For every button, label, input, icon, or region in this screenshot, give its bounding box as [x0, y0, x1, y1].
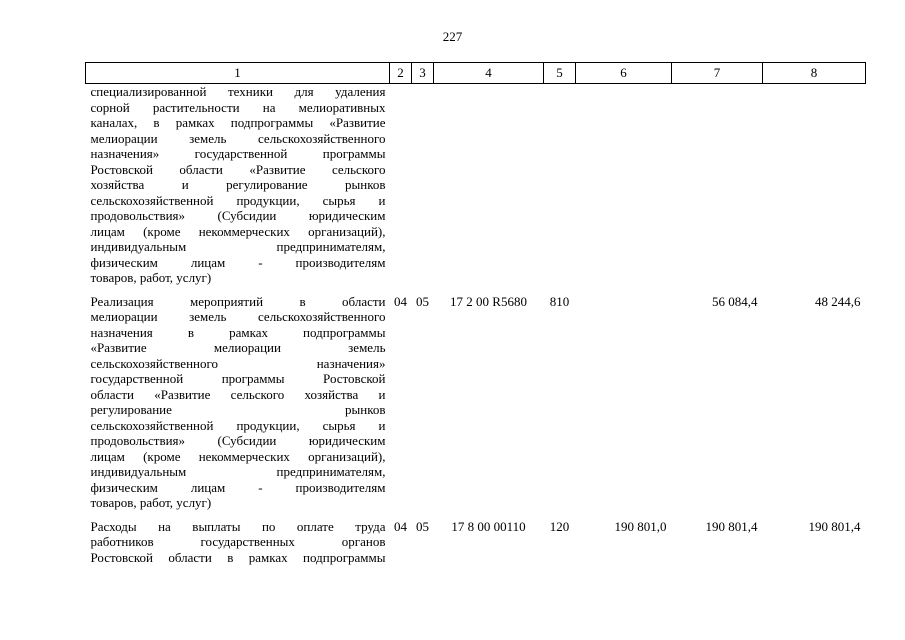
- description-line: товаров, работ, услуг): [90, 495, 212, 510]
- cell-expense-type: [544, 84, 576, 286]
- description-line: Ростовской области в рамках подпрограммы: [90, 549, 386, 565]
- description-line: Расходы на выплаты по оплате труда: [90, 518, 386, 534]
- cell-amount-7: [672, 84, 763, 286]
- cell-subsection: 05: [416, 518, 429, 534]
- description-line: физическим лицам - производителям: [90, 254, 386, 270]
- cell-amount-8: 48 244,6: [815, 293, 861, 309]
- cell-expense-type: 120: [549, 518, 570, 534]
- column-header-2: 2: [390, 63, 412, 84]
- row-description: [86, 286, 390, 511]
- cell-section: [390, 84, 412, 286]
- description-line: мелиорации земель сельскохозяйственного: [90, 309, 386, 324]
- column-header-5: 5: [544, 63, 576, 84]
- description-line: сельскохозяйственной продукции, сырья и: [90, 417, 386, 433]
- description-line: индивидуальным предпринимателям,: [90, 464, 386, 479]
- table-row: [86, 84, 866, 286]
- column-header-4: 4: [434, 63, 544, 84]
- cell-amount-7: 56 084,4: [712, 293, 758, 309]
- description-line: Реализация мероприятий в области: [90, 293, 386, 309]
- description-line: хозяйства и регулирование рынков: [90, 177, 386, 192]
- description-line: продовольствия» (Субсидии юридическим: [90, 208, 386, 223]
- row-description: [86, 511, 390, 566]
- row-description: [86, 84, 390, 286]
- description-line: государственной программы Ростовской: [90, 371, 386, 386]
- column-header-1: 1: [86, 63, 390, 84]
- cell-target-article: 17 2 00 R5680: [450, 293, 527, 309]
- description-line: регулирование рынков: [90, 402, 386, 417]
- cell-amount-6: [576, 84, 672, 286]
- cell-amount-6: 190 801,0: [614, 518, 667, 534]
- cell-section: 04: [394, 518, 407, 534]
- description-line: области «Развитие сельского хозяйства и: [90, 386, 386, 402]
- column-header-7: 7: [672, 63, 763, 84]
- description-line: физическим лицам - производителям: [90, 479, 386, 495]
- description-line: мелиорации земель сельскохозяйственного: [90, 130, 386, 146]
- description-line: продовольствия» (Субсидии юридическим: [90, 433, 386, 448]
- description-line: каналах, в рамках подпрограммы «Развитие: [90, 115, 386, 130]
- budget-table: [85, 62, 866, 565]
- cell-section: 04: [394, 293, 407, 309]
- cell-subsection: [412, 84, 434, 286]
- table-header-row: [86, 63, 866, 84]
- description-line: Ростовской области «Развитие сельского: [90, 161, 386, 177]
- cell-amount-7: 190 801,4: [705, 518, 758, 534]
- description-line: сельскохозяйственной продукции, сырья и: [90, 192, 386, 208]
- cell-subsection: 05: [416, 293, 429, 309]
- description-line: лицам (кроме некоммерческих организаций),: [90, 223, 386, 239]
- description-line: специализированной техники для удаления: [90, 84, 386, 99]
- description-line: сорной растительности на мелиоративных: [90, 99, 386, 115]
- cell-expense-type: 810: [549, 293, 570, 309]
- description-line: «Развитие мелиорации земель: [90, 340, 386, 355]
- column-header-3: 3: [412, 63, 434, 84]
- description-line: работников государственных органов: [90, 534, 386, 549]
- cell-target-article: [434, 84, 544, 286]
- description-line: назначения в рамках подпрограммы: [90, 324, 386, 340]
- cell-amount-8: 190 801,4: [808, 518, 861, 534]
- description-line: назначения» государственной программы: [90, 146, 386, 161]
- description-line: индивидуальным предпринимателям,: [90, 239, 386, 254]
- column-header-8: 8: [763, 63, 866, 84]
- cell-amount-8: [763, 84, 866, 286]
- column-header-6: 6: [576, 63, 672, 84]
- table-row: [86, 286, 866, 511]
- description-line: товаров, работ, услуг): [90, 270, 212, 285]
- cell-target-article: 17 8 00 00110: [451, 518, 526, 534]
- page-number: 227: [442, 29, 463, 44]
- description-line: сельскохозяйственного назначения»: [90, 355, 386, 371]
- table-row: [86, 511, 866, 566]
- cell-amount-6: [576, 286, 672, 511]
- description-line: лицам (кроме некоммерческих организаций),: [90, 448, 386, 464]
